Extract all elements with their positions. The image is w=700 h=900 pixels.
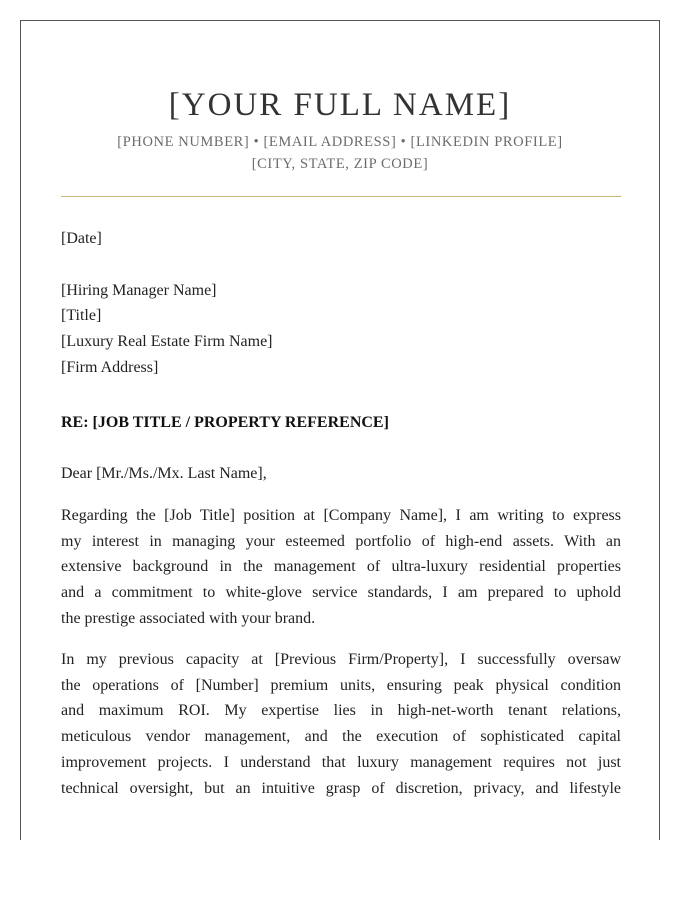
- paragraph-line: and a commitment to white-glove service standards, I am prepared to uphold: [61, 584, 621, 602]
- paragraph-line: my interest in managing your esteemed portfolio of high-end assets. With an: [61, 532, 621, 550]
- paragraph-line: the operations of [Number] premium units, ensuring peak physical condition: [61, 676, 621, 694]
- recipient-name: [Hiring Manager Name]: [61, 282, 217, 299]
- recipient-title: [Title]: [61, 307, 102, 324]
- paragraph-1: [61, 503, 621, 632]
- paragraph-line: and maximum ROI. My expertise lies in high-net-worth tenant relations,: [61, 702, 621, 720]
- paragraph-line: improvement projects. I understand that luxury management requires not just: [61, 753, 621, 771]
- paragraph-line: In my previous capacity at [Previous Firm/Property], I successfully oversaw: [61, 651, 621, 668]
- applicant-name: [YOUR FULL NAME]: [168, 87, 512, 123]
- paragraph-line: Regarding the [Job Title] position at [Company Name], I am writing to express: [61, 507, 621, 524]
- address-line: [CITY, STATE, ZIP CODE]: [251, 156, 429, 172]
- paragraph-line: technical oversight, but an intuitive grasp of discretion, privacy, and lifestyle: [61, 779, 621, 797]
- paragraph-line: meticulous vendor management, and the execution of sophisticated capital: [61, 728, 621, 746]
- paragraph-line: the prestige associated with your brand.: [61, 609, 316, 627]
- recipient-address: [Firm Address]: [61, 359, 159, 376]
- recipient-firm: [Luxury Real Estate Firm Name]: [61, 333, 273, 350]
- subject-line: RE: [JOB TITLE / PROPERTY REFERENCE]: [61, 414, 389, 431]
- header-divider: [61, 196, 621, 197]
- contact-info-line: [PHONE NUMBER] • [EMAIL ADDRESS] • [LINKEDIN PROFILE]: [117, 134, 563, 150]
- paragraph-2: [61, 647, 621, 801]
- paragraph-line: extensive background in the management of ultra-luxury residential properties: [61, 558, 621, 576]
- letter-date: [Date]: [61, 230, 102, 247]
- salutation: Dear [Mr./Ms./Mx. Last Name],: [61, 465, 267, 482]
- letter-page: [20, 20, 660, 840]
